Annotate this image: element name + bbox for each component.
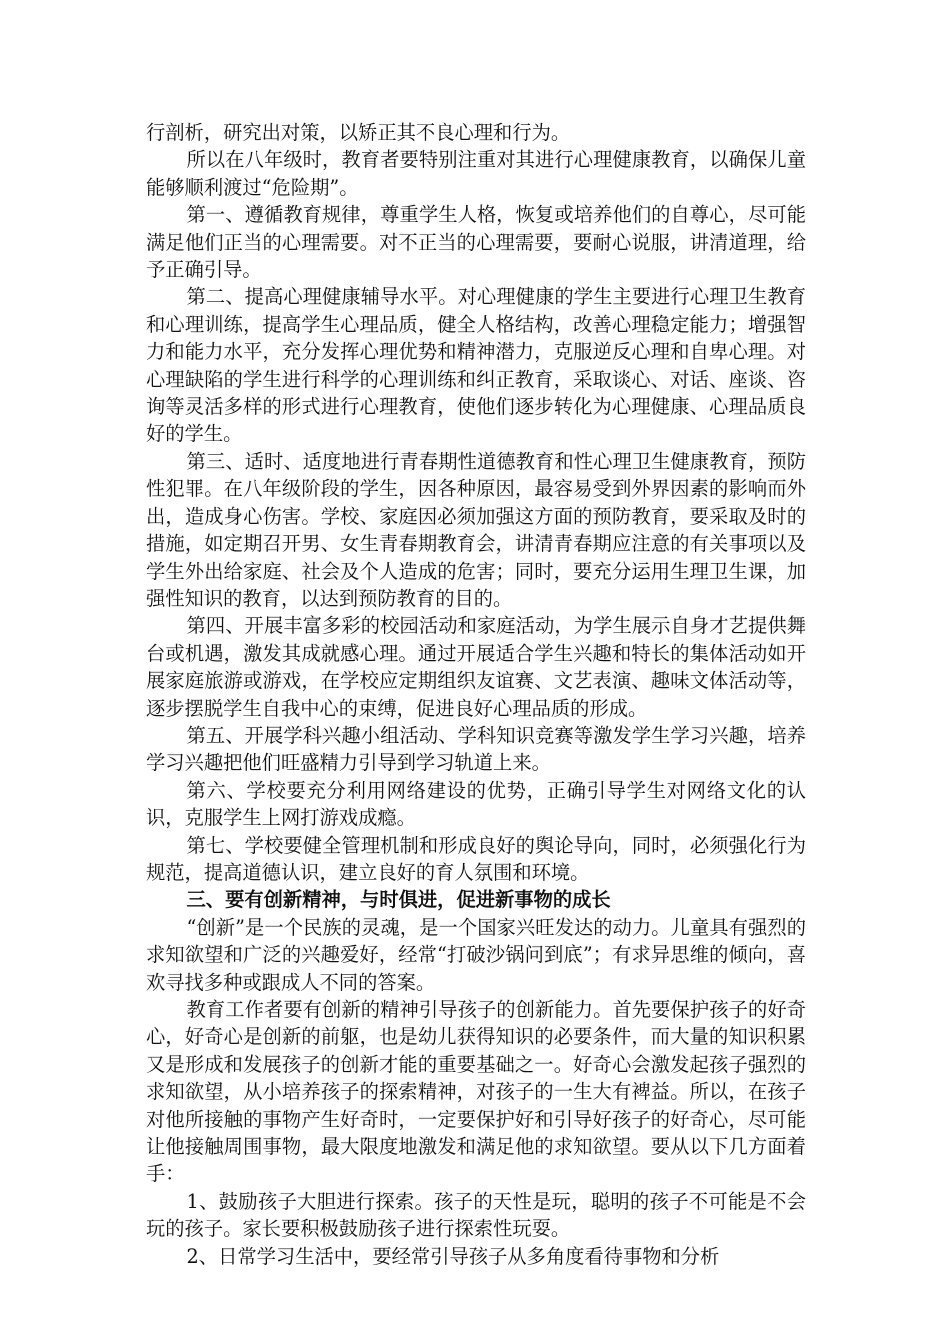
paragraph-point-4: 第四、开展丰富多彩的校园活动和家庭活动，为学生展示自身才艺提供舞台或机遇，激发其成就感心理。通过开展适合学生兴趣和特长的集体活动如开展家庭旅游或游戏，在学校应定期组织友谊赛、文艺表演、趣味文体活动等，逐步摆脱学生自我中心的束缚，促进良好心理品质的形成。	[146, 614, 806, 720]
paragraph-point-3: 第三、适时、适度地进行青春期性道德教育和性心理卫生健康教育，预防性犯罪。在八年级阶段的学生，因各种原因，最容易受到外界因素的影响而外出，造成身心伤害。学校、家庭因必须加强这方面的预防教育，要采取及时的措施，如定期召开男、女生青春期教育会，讲清青春期应注意的有关事项以及学生外出给家庭、社会及个人造成的危害；同时，要充分运用生理卫生课，加强性知识的教育，以达到预防教育的目的。	[146, 449, 806, 610]
paragraph-eighth-grade-intro: 所以在八年级时，教育者要特别注重对其进行心理健康教育，以确保儿童能够顺利渡过“危险期”。	[146, 148, 806, 199]
section-heading-innovation: 三、要有创新精神，与时俱进，促进新事物的成长	[186, 888, 611, 912]
paragraph-point-2: 第二、提高心理健康辅导水平。对心理健康的学生主要进行心理卫生教育和心理训练，提高学生心理品质，健全人格结构，改善心理稳定能力；增强智力和能力水平，充分发挥心理优势和精神潜力，克服逆反心理和自卑心理。对心理缺陷的学生进行科学的心理训练和纠正教育，采取谈心、对话、座谈、咨询等灵活多样的形式进行心理教育，使他们逐步转化为心理健康、心理品质良好的学生。	[146, 285, 806, 446]
paragraph-point-1: 第一、遵循教育规律，尊重学生人格，恢复或培养他们的自尊心，尽可能满足他们正当的心理需要。对不正当的心理需要，要耐心说服，讲清道理，给予正确引导。	[146, 203, 806, 282]
paragraph-point-7: 第七、学校要健全管理机制和形成良好的舆论导向，同时，必须强化行为规范，提高道德认识，建立良好的育人氛围和环境。	[146, 833, 806, 884]
paragraph-point-6: 第六、学校要充分利用网络建设的优势，正确引导学生对网络文化的认识，克服学生上网打游戏成瘾。	[146, 778, 806, 830]
document-body	[146, 119, 806, 1270]
paragraph-item-1: 1、鼓励孩子大胆进行探索。孩子的天性是玩，聪明的孩子不可能是不会玩的孩子。家长要积极鼓励孩子进行探索性玩耍。	[146, 1189, 806, 1241]
paragraph-innovation-intro: “创新”是一个民族的灵魂，是一个国家兴旺发达的动力。儿童具有强烈的求知欲望和广泛的兴趣爱好，经常“打破沙锅问到底”；有求异思维的倾向，喜欢寻找多种或跟成人不同的答案。	[146, 915, 806, 994]
paragraph-curiosity: 教育工作者要有创新的精神引导孩子的创新能力。首先要保护孩子的好奇心，好奇心是创新的前躯，也是幼儿获得知识的必要条件，而大量的知识积累又是形成和发展孩子的创新才能的重要基础之一。好奇心会激发起孩子强烈的求知欲望，从小培养孩子的探索精神，对孩子的一生大有裨益。所以，在孩子对他所接触的事物产生好奇时，一定要保护好和引导好孩子的好奇心，尽可能让他接触周围事物，最大限度地激发和满足他的求知欲望。要从以下几方面着手：	[146, 998, 806, 1186]
paragraph-item-2: 2、日常学习生活中，要经常引导孩子从多角度看待事物和分析	[186, 1244, 720, 1268]
paragraph-point-5: 第五、开展学科兴趣小组活动、学科知识竞赛等激发学生学习兴趣，培养学习兴趣把他们旺盛精力引导到学习轨道上来。	[146, 723, 806, 775]
paragraph-continuation: 行剖析，研究出对策，以矫正其不良心理和行为。	[146, 121, 571, 144]
